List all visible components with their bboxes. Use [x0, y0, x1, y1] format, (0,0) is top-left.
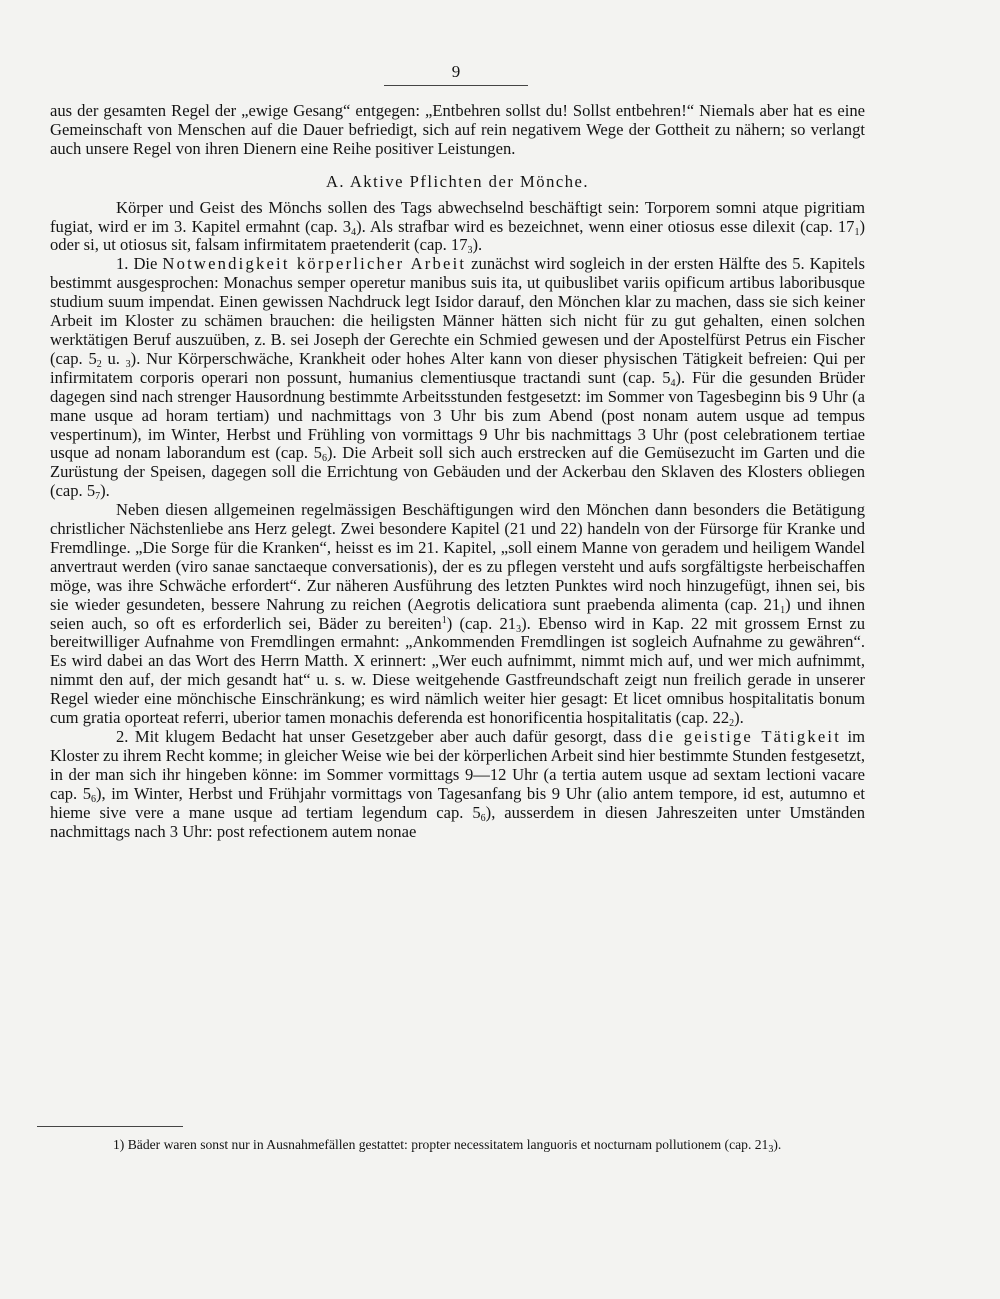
paragraph-4: 2. Mit klugem Bedacht hat unser Gesetzgeber aber auch dafür gesorgt, dass die geistige Tätigkeit im Kloster zu ihrem Recht komme; in gleicher Weise wie bei der körperlichen Arbeit sind hier bestimmte Stunden festgesetzt, in der man sich ihr hingeben könne: im Sommer vormittags 9—12 Uhr (a tertia autem usque ad sextam lectioni vacare cap. $5_6$), im Winter, Herbst und Frühjahr vormittags von Tagesanfang bis 9 Uhr (alio antem tempore, id est, autumno et hieme sive vere a mane usque ad tertiam legendum cap. $5_6$), ausserdem in diesen Jahreszeiten unter Umständen nachmittags nach 3 Uhr: post refectionem autem nonae	[50, 727, 866, 841]
header-rule	[384, 85, 528, 86]
paragraph-2: 1. Die Notwendigkeit körperlicher Arbeit zunächst wird sogleich in der ersten Hälfte des 5. Kapitels bestimmt ausgesprochen: Monachus semper operetur manibus suis ita, ut quibuslibet variis opificum artibus laboribusque studium suum impendat. Einen gewissen Nachdruck legt Isidor darauf, den Mönchen klar zu machen, dass sie sich keiner Arbeit im Kloster zu schämen brauchen: die heiligsten Männer hätten sich nicht für zu gut gehalten, einen solchen werktätigen Beruf auszuüben, z. B. sei Joseph der Gerechte ein Schmied gewesen und der Apostelfürst Petrus ein Fischer (cap. $5_2$ u. $_3$). Nur Körperschwäche, Krankheit oder hohes Alter kann von dieser physischen Tätigkeit befreien: Qui per infirmitatem corporis operari non possunt, humanius clementiusque tractandi sunt (cap. $5_4$). Für die gesunden Brüder dagegen sind nach strenger Hausordnung bestimmte Arbeitsstunden festgesetzt: im Sommer von Tagesbeginn bis 9 Uhr (a mane usque ad horam tertiam) und nachmittags von 3 Uhr bis zum Abend (post nonam autem usque ad tempus vespertinum), im Winter, Herbst und Frühling von vormittags 9 Uhr bis nachmittags 3 Uhr (post celebrationem tertiae usque ad nonam laborandum est (cap. $5_6$). Die Arbeit soll sich auch erstrecken auf die Gemüsezucht im Garten und die Zurüstung der Speisen, dagegen soll die Errichtung von Gebäuden und der Ackerbau den Sklaven des Klosters obliegen (cap. $5_7$).	[50, 254, 866, 503]
spaced-emphasis: Notwendigkeit körperlicher Arbeit	[162, 254, 467, 274]
paragraph-1: Körper und Geist des Mönchs sollen des Tags abwechselnd beschäftigt sein: Torporem somni atque pigritiam fugiat, wird er im 3. Kapitel ermahnt (cap. $3_4$). Als strafbar wird es bezeichnet, wenn einer otiosus esse dilexit (cap. $17_1$) oder si, ut otiosus sit, falsam infirmitatem praetenderit (cap. $17_3$).	[50, 197, 865, 257]
paragraph-3: Neben diesen allgemeinen regelmässigen Beschäftigungen wird den Mönchen dann besonders die Betätigung christlicher Nächstenliebe ans Herz gelegt. Zwei besondere Kapitel (21 und 22) handeln von der Fürsorge für Kranke und Fremdlinge. „Die Sorge für die Kranken“, heisst es im 21. Kapitel, „soll einem Manne von geradem und heiligem Wandel anvertraut werden (viro sanae sanctaeque conversationis), der es zu pflegen versteht und aufs sorgfältigste herbeischaffen möge, was ihre Schwäche erfordert“. Zur näheren Ausführung des letzten Punktes wird noch hinzugefügt, ihnen sei, bis sie wieder gesundeten, bessere Nahrung zu reichen (Aegrotis delicatiora sunt praebenda alimenta (cap. $21_1$) und ihnen seien auch, so oft es erforderlich sei, Bäder zu bereiten$^1$) (cap. $21_3$). Ebenso wird in Kap. 22 mit grossem Ernst zu bereitwilliger Aufnahme von Fremdlingen ermahnt: „Ankommenden Fremdlingen ist sogleich Aufnahme zu gewähren“. Es wird dabei an das Wort des Herrn Matth. X erinnert: „Wer euch aufnimmt, nimmt mich auf, und wer mich aufnimmt, nimmt den auf, der mich gesandt hat“ u. s. w. Diese weitgehende Gastfreundschaft zeigt nun freilich gerade in unserer Regel wieder eine mönchische Einschränkung; es wird nämlich weiter hier gesagt: Et licet omnibus hospitalitatis bonum cum gratia oporteat referri, uberior tamen monachis deferenda est honorificentia hospitalitatis (cap. $22_2$).	[50, 500, 865, 730]
footnote: 1) Bäder waren sonst nur in Ausnahmefällen gestattet: propter necessitatem languoris et nocturnam pollutionem (cap. $21_3$).	[113, 1137, 782, 1155]
footnote-ref: 1	[441, 614, 447, 626]
section-heading: A. Aktive Pflichten der Mönche.	[325, 171, 590, 191]
footnote-rule	[37, 1126, 183, 1127]
page-number: 9	[451, 62, 461, 81]
body-text	[50, 102, 865, 841]
intro-paragraph: aus der gesamten Regel der „ewige Gesang“ entgegen: „Entbehren sollst du! Sollst entbehren!“ Niemals aber hat es eine Gemeinschaft von Menschen auf die Dauer befriedigt, sich auf rein negativem Wege der Gottheit zu nähern; so verlangt auch unsere Regel von ihren Dienern eine Reihe positiver Leistungen.	[50, 101, 865, 158]
spaced-emphasis: die geistige Tätigkeit	[648, 727, 842, 746]
